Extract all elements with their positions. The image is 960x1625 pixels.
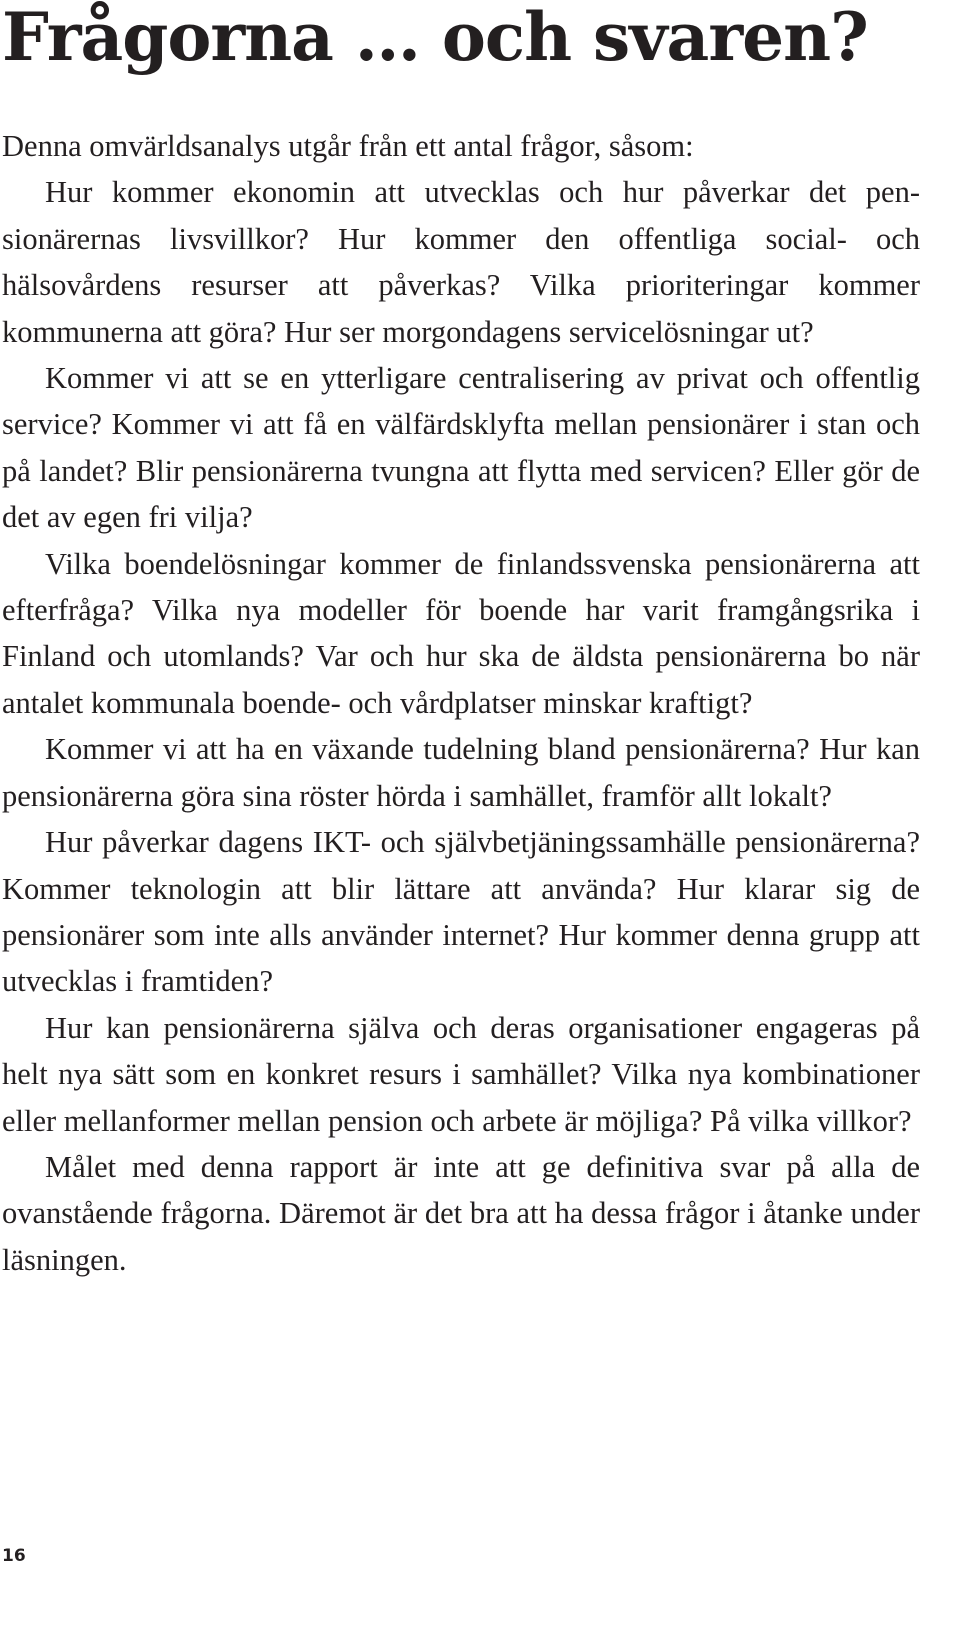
paragraph-intro: Denna omvärldsanalys utgår från ett antal frågor, såsom:	[2, 129, 694, 163]
paragraph-goal: Målet med denna rapport är inte att ge definitiva svar på alla de ovanstående frågorna. Däremot är det bra att ha dessa frågor i åtanke under läsningen.	[2, 1149, 920, 1277]
paragraph-centralisation: Kommer vi att se en ytterligare centralisering av privat och offentlig service? Kommer vi att få en välfärdsklyfta mellan pensionärer i stan och på landet? Blir pensionärerna tvungna att flytta med servicen? Eller gör de det av egen fri vilja?	[2, 361, 920, 535]
paragraph-division: Kommer vi att ha en växande tudelning bland pensionärerna? Hur kan pensionärerna göra sina röster hörda i samhället, framför allt lokalt?	[2, 732, 920, 813]
paragraph-economy: Hur kommer ekonomin att utvecklas och hur påverkar det pensionärernas livsvillkor? Hur kommer den offentliga social- och hälsovårdens resurser att påverkas? Vilka prioriteringar kommer kommunerna att göra? Hur ser morgondagens servicelösningar ut?	[2, 175, 920, 349]
paragraph-housing: Vilka boendelösningar kommer de finlandssvenska pensionärerna att efterfråga? Vilka nya modeller för boende har varit framgångsrika i Finland och utomlands? Var och hur ska de äldsta pensionärerna bo när antalet kommunala boende- och vårdplatser minskar kraftigt?	[2, 546, 920, 720]
page-heading: Frågorna … och svaren?	[2, 0, 868, 76]
paragraph-ict: Hur påverkar dagens IKT- och självbetjäningssamhälle pensionärerna? Kommer teknologin att blir lättare att använda? Hur klarar sig de pensionärer som inte alls använder internet? Hur kommer denna grupp att utvecklas i framtiden?	[2, 825, 920, 999]
page-number: 16	[2, 1546, 26, 1566]
paragraph-resources: Hur kan pensionärerna själva och deras organisationer engageras på helt nya sätt som en konkret resurs i samhället? Vilka nya kombinationer eller mellanformer mellan pension och arbete är möjliga? På vilka villkor?	[2, 1010, 920, 1138]
body-text	[2, 123, 920, 1283]
